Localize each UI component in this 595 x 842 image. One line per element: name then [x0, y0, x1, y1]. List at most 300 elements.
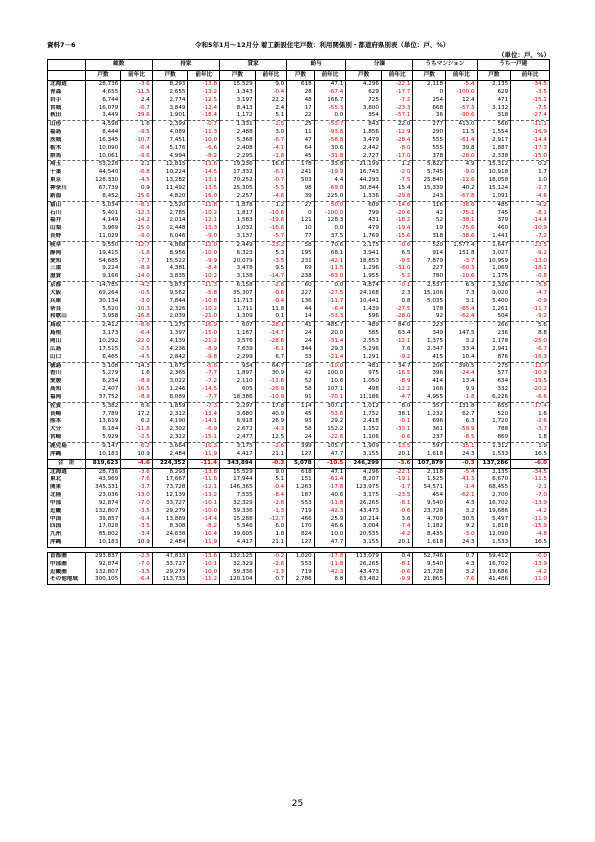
change-cell: -11.9: [511, 516, 550, 524]
prefecture-row: [48, 112, 550, 120]
change-cell: -14.6: [381, 201, 413, 209]
units-cell: 4,190: [152, 418, 188, 426]
row-label: 福岡: [48, 394, 86, 402]
change-cell: -28.0: [446, 153, 478, 161]
units-cell: 2,407: [85, 386, 121, 394]
change-cell: -6.7: [121, 105, 153, 113]
units-cell: 15,106: [413, 290, 446, 298]
units-cell: 5,034: [85, 201, 121, 209]
change-cell: -11.5: [121, 89, 153, 97]
units-cell: 1,336: [346, 193, 382, 201]
change-cell: -16.0: [188, 193, 220, 201]
change-cell: -31.4: [314, 338, 346, 346]
change-cell: 22.0: [381, 121, 413, 129]
prefecture-row: [48, 290, 550, 298]
change-cell: 30.9: [255, 370, 287, 378]
row-label: その他地域: [48, 576, 86, 584]
units-cell: 9,020: [477, 290, 511, 298]
change-cell: -75.1: [446, 210, 478, 218]
change-cell: 40.2: [446, 185, 478, 193]
units-cell: 4,709: [413, 516, 446, 524]
header-company: 給与: [287, 60, 346, 71]
units-cell: 520: [413, 241, 446, 249]
units-cell: 819,623: [85, 459, 121, 468]
row-label: 岩手: [48, 97, 86, 105]
units-cell: 238: [287, 273, 314, 281]
prefecture-row: [48, 161, 550, 169]
change-cell: -13.2: [188, 89, 220, 97]
units-cell: 3,664: [152, 442, 188, 450]
header-mansion: うちマンション: [413, 60, 477, 71]
units-cell: 21,865: [413, 576, 446, 584]
units-cell: 2,842: [152, 354, 188, 362]
units-cell: 2,484: [152, 539, 188, 547]
units-cell: 19,415: [85, 250, 121, 258]
units-cell: 15,124: [477, 185, 511, 193]
row-label: 北陸: [48, 492, 86, 500]
units-cell: 92,874: [85, 561, 121, 569]
units-cell: 4,994: [152, 153, 188, 161]
units-cell: 132,125: [220, 552, 256, 560]
units-cell: 4,874: [346, 282, 382, 290]
change-cell: -17.0: [381, 153, 413, 161]
change-cell: -57.3: [446, 105, 478, 113]
change-cell: -8.9: [121, 394, 153, 402]
units-cell: 725: [346, 97, 382, 105]
change-cell: -6.6: [188, 145, 220, 153]
units-cell: 3,969: [85, 225, 121, 233]
units-cell: 20,535: [346, 531, 382, 539]
units-cell: 4,655: [85, 89, 121, 97]
change-cell: 38.1: [381, 411, 413, 419]
units-cell: 24: [287, 434, 314, 442]
units-cell: 23,036: [85, 492, 121, 500]
change-cell: 1.6: [511, 411, 550, 419]
units-cell: 9,550: [85, 241, 121, 249]
change-cell: 47.7: [314, 451, 346, 459]
prefecture-row: [48, 153, 550, 161]
units-cell: 1,106: [346, 434, 382, 442]
units-cell: 10,183: [85, 451, 121, 459]
units-cell: 10,061: [85, 153, 121, 161]
row-label: 山形: [48, 121, 86, 129]
region-row: [48, 531, 550, 539]
change-cell: -24.4: [446, 370, 478, 378]
change-cell: 3.6: [381, 516, 413, 524]
change-cell: -3.5: [121, 523, 153, 531]
units-cell: 2,537: [413, 282, 446, 290]
units-cell: 17,667: [152, 476, 188, 484]
prefecture-row: [48, 426, 550, 434]
units-cell: 237: [413, 434, 446, 442]
change-cell: -34.5: [511, 81, 550, 89]
change-cell: 14.3: [121, 362, 153, 370]
units-cell: 116: [413, 201, 446, 209]
header-for-sale: 分譲: [346, 60, 413, 71]
change-cell: 6.5: [381, 250, 413, 258]
row-label: 鳥取: [48, 322, 86, 330]
row-label: 四国: [48, 523, 86, 531]
units-cell: 0: [287, 210, 314, 218]
units-cell: 15,529: [220, 468, 256, 476]
change-cell: 40.9: [255, 411, 287, 419]
change-cell: 84.0: [381, 322, 413, 330]
row-label: 愛知: [48, 258, 86, 266]
row-label: 東北: [48, 476, 86, 484]
change-cell: -9.5: [381, 258, 413, 266]
units-cell: 5,035: [413, 298, 446, 306]
units-cell: 634: [477, 378, 511, 386]
change-cell: 1.6: [121, 370, 153, 378]
row-label: 静岡: [48, 250, 86, 258]
change-cell: -0.4: [255, 298, 287, 306]
units-cell: 16,345: [85, 137, 121, 145]
units-cell: 69,264: [85, 290, 121, 298]
change-cell: -60.3: [446, 265, 478, 273]
header-change: 前年比: [121, 71, 153, 81]
prefecture-row: [48, 354, 550, 362]
units-cell: 9,540: [413, 561, 446, 569]
units-cell: 696: [413, 418, 446, 426]
change-cell: -22.0: [121, 338, 153, 346]
units-cell: 414: [413, 378, 446, 386]
units-cell: 6,323: [220, 250, 256, 258]
change-cell: -12.7: [255, 516, 287, 524]
units-cell: 8,413: [220, 105, 256, 113]
change-cell: -13.8: [188, 468, 220, 476]
change-cell: 2.1: [121, 161, 153, 169]
change-cell: -8.9: [188, 346, 220, 354]
change-cell: -8.1: [121, 201, 153, 209]
units-cell: 28,736: [85, 468, 121, 476]
units-cell: 1,583: [220, 217, 256, 225]
units-cell: 8,308: [152, 523, 188, 531]
units-cell: 780: [413, 273, 446, 281]
change-cell: -69.8: [314, 185, 346, 193]
row-label: 徳島: [48, 362, 86, 370]
change-cell: -7.6: [121, 476, 153, 484]
change-cell: -6.7: [255, 137, 287, 145]
change-cell: -12.0: [188, 241, 220, 249]
change-cell: -3.6: [121, 81, 153, 89]
change-cell: 1,577.4: [446, 241, 478, 249]
change-cell: -9.2: [511, 313, 550, 321]
units-cell: 3,800: [346, 105, 382, 113]
change-cell: -12.7: [511, 362, 550, 370]
change-cell: 33.4: [446, 346, 478, 354]
change-cell: -10.0: [188, 137, 220, 145]
prefecture-rows: [48, 81, 550, 460]
change-cell: 15.4: [381, 185, 413, 193]
units-cell: 47,813: [152, 552, 188, 560]
change-cell: 17.8: [255, 402, 287, 410]
units-cell: 52: [287, 378, 314, 386]
units-cell: 1,152: [346, 426, 382, 434]
units-cell: 2,700: [477, 492, 511, 500]
units-cell: 45: [287, 411, 314, 419]
units-cell: 566: [477, 121, 511, 129]
row-label: 青森: [48, 89, 86, 97]
units-cell: 4,417: [220, 451, 256, 459]
change-cell: 128.3: [314, 217, 346, 225]
units-cell: 42: [287, 370, 314, 378]
units-cell: 1,554: [477, 129, 511, 137]
header-total: 総数: [85, 60, 152, 71]
units-cell: 18,386: [220, 394, 256, 402]
units-cell: 92: [413, 313, 446, 321]
units-cell: 2,365: [152, 370, 188, 378]
units-cell: 170: [287, 523, 314, 531]
units-cell: 585: [346, 330, 382, 338]
change-cell: -27.5: [381, 306, 413, 314]
units-cell: 17: [287, 105, 314, 113]
units-cell: 64: [287, 145, 314, 153]
change-cell: -35.1: [446, 442, 478, 450]
change-cell: -6.4: [121, 576, 153, 584]
prefecture-row: [48, 241, 550, 249]
units-cell: 481: [346, 362, 382, 370]
units-cell: 9,540: [413, 500, 446, 508]
change-cell: -9.4: [121, 516, 153, 524]
row-label: 宮崎: [48, 434, 86, 442]
prefecture-row: [48, 306, 550, 314]
change-cell: -7.3: [188, 402, 220, 410]
change-cell: 11.8: [255, 306, 287, 314]
change-cell: -14.7: [255, 273, 287, 281]
change-cell: 0.7: [255, 576, 287, 584]
units-cell: 24: [287, 338, 314, 346]
units-cell: 19,236: [220, 161, 256, 169]
change-cell: -17.8: [314, 552, 346, 560]
units-cell: 2,917: [477, 137, 511, 145]
units-cell: 2,448: [152, 225, 188, 233]
change-cell: 151.8: [446, 250, 478, 258]
units-cell: 876: [477, 354, 511, 362]
units-cell: 3,479: [346, 137, 382, 145]
header-change: 前年比: [381, 71, 413, 81]
change-cell: -11.5: [314, 265, 346, 273]
change-cell: -13.0: [511, 258, 550, 266]
housing-starts-table: [47, 59, 550, 585]
units-cell: 454: [413, 492, 446, 500]
units-cell: 934: [220, 362, 256, 370]
change-cell: -100.0: [446, 89, 478, 97]
row-label: 茨城: [48, 137, 86, 145]
change-cell: -53.7: [314, 121, 346, 129]
change-cell: 4.3: [446, 561, 478, 569]
change-cell: 12.4: [446, 97, 478, 105]
change-cell: -17.7: [381, 89, 413, 97]
change-cell: -8.2: [188, 153, 220, 161]
change-cell: -2.0: [381, 169, 413, 177]
units-cell: 93: [287, 418, 314, 426]
change-cell: -15.9: [511, 523, 550, 531]
change-cell: 68.1: [314, 250, 346, 258]
prefecture-row: [48, 298, 550, 306]
prefecture-row: [48, 370, 550, 378]
prefecture-row: [48, 137, 550, 145]
units-cell: 15,529: [220, 81, 256, 89]
units-cell: 1,331: [220, 121, 256, 129]
units-cell: 6,046: [152, 233, 188, 241]
units-cell: 17,515: [85, 346, 121, 354]
units-cell: 4,296: [346, 468, 382, 476]
units-cell: 18,853: [346, 258, 382, 266]
units-cell: 127: [287, 539, 314, 547]
units-cell: 3,197: [220, 97, 256, 105]
change-cell: -12.1: [381, 338, 413, 346]
change-cell: -15.6: [121, 193, 153, 201]
change-cell: -9.0: [188, 233, 220, 241]
units-cell: 609: [346, 201, 382, 209]
units-cell: 11,713: [220, 298, 256, 306]
units-cell: 3,155: [346, 451, 382, 459]
change-cell: 9.0: [255, 468, 287, 476]
units-cell: 8,207: [346, 476, 382, 484]
prefecture-row: [48, 282, 550, 290]
row-label: 近畿: [48, 508, 86, 516]
change-cell: -4.2: [511, 201, 550, 209]
change-cell: -19.6: [255, 217, 287, 225]
change-cell: 12.5: [255, 434, 287, 442]
units-cell: 23,728: [413, 569, 446, 577]
units-cell: 166: [413, 386, 446, 394]
units-cell: 843: [346, 121, 382, 129]
row-label: 沖縄: [48, 539, 86, 547]
change-cell: 4.4: [314, 177, 346, 185]
units-cell: 1,618: [413, 451, 446, 459]
units-cell: 6,234: [85, 378, 121, 386]
change-cell: -11.3: [188, 129, 220, 137]
units-cell: 10,918: [477, 169, 511, 177]
change-cell: -9.9: [188, 258, 220, 266]
prefecture-row: [48, 442, 550, 450]
change-cell: 8.8: [511, 330, 550, 338]
change-cell: -11.8: [188, 201, 220, 209]
change-cell: 1.2: [381, 161, 413, 169]
change-cell: 105.7: [314, 442, 346, 450]
units-cell: 719: [287, 569, 314, 577]
change-cell: 10.9: [121, 451, 153, 459]
change-cell: 3.2: [446, 508, 478, 516]
row-label: 佐賀: [48, 402, 86, 410]
units-cell: 224,352: [152, 459, 188, 468]
units-cell: 19,686: [477, 508, 511, 516]
change-cell: -11.9: [188, 451, 220, 459]
units-cell: 1,263: [287, 484, 314, 492]
header-corner: [48, 60, 86, 71]
prefecture-row: [48, 145, 550, 153]
header-change: 前年比: [255, 71, 287, 81]
change-cell: -10.6: [255, 210, 287, 218]
units-cell: 4,417: [220, 539, 256, 547]
prefecture-row: [48, 105, 550, 113]
units-cell: 503: [287, 177, 314, 185]
change-cell: 30.5: [446, 516, 478, 524]
units-cell: 1,618: [413, 539, 446, 547]
change-cell: -28.0: [381, 313, 413, 321]
change-cell: -18.1: [511, 265, 550, 273]
change-cell: -7.7: [188, 370, 220, 378]
change-cell: -53.3: [314, 313, 346, 321]
units-cell: 17,028: [85, 523, 121, 531]
change-cell: -25.0: [511, 338, 550, 346]
units-cell: 54,571: [413, 484, 446, 492]
units-cell: 1,091: [477, 193, 511, 201]
units-cell: 8,452: [85, 193, 121, 201]
change-cell: 47.1: [314, 81, 346, 89]
change-cell: -2.5: [121, 434, 153, 442]
units-cell: 195: [287, 250, 314, 258]
change-cell: -6.1: [255, 346, 287, 354]
row-label: 宮城: [48, 105, 86, 113]
units-cell: 485: [477, 201, 511, 209]
change-cell: -2.6: [511, 418, 550, 426]
row-label: 福島: [48, 129, 86, 137]
units-cell: 354: [346, 112, 382, 120]
change-cell: -19.4: [381, 225, 413, 233]
row-label: 山梨: [48, 225, 86, 233]
units-cell: 1,533: [477, 451, 511, 459]
units-cell: 36: [413, 112, 446, 120]
change-cell: -2.6: [255, 442, 287, 450]
change-cell: -10.0: [314, 362, 346, 370]
header-units: 戸数: [220, 71, 256, 81]
change-cell: -13.5: [381, 442, 413, 450]
units-cell: 10,292: [85, 338, 121, 346]
units-cell: 113,733: [152, 576, 188, 584]
units-cell: 25,840: [413, 177, 446, 185]
units-cell: 128,330: [85, 177, 121, 185]
units-cell: 1,182: [413, 523, 446, 531]
prefecture-row: [48, 193, 550, 201]
prefecture-row: [48, 386, 550, 394]
change-cell: -10.4: [188, 531, 220, 539]
header-units: 戸数: [287, 71, 314, 81]
units-cell: 3,175: [346, 492, 382, 500]
units-cell: 151: [287, 476, 314, 484]
units-cell: 41,486: [477, 576, 511, 584]
header-units: 戸数: [85, 71, 121, 81]
units-cell: 206: [413, 362, 446, 370]
units-cell: 553: [287, 500, 314, 508]
change-cell: -9.0: [121, 233, 153, 241]
change-cell: -23.5: [511, 241, 550, 249]
change-cell: 166.7: [314, 97, 346, 105]
units-cell: 1,955: [346, 273, 382, 281]
units-cell: 25: [287, 121, 314, 129]
units-cell: 1,312: [477, 442, 511, 450]
units-cell: 596: [346, 313, 382, 321]
row-label: 岐阜: [48, 241, 86, 249]
units-cell: 2,727: [346, 153, 382, 161]
units-cell: 7,879: [413, 258, 446, 266]
change-cell: -14.4: [511, 137, 550, 145]
row-label: 京都: [48, 282, 86, 290]
change-cell: -3.5: [255, 258, 287, 266]
units-cell: 69: [287, 265, 314, 273]
change-cell: -9.9: [381, 576, 413, 584]
units-cell: 63,482: [346, 576, 382, 584]
units-cell: 137,286: [477, 459, 511, 468]
units-cell: 5,745: [413, 169, 446, 177]
units-cell: 37,752: [85, 394, 121, 402]
change-cell: 1.8: [511, 434, 550, 442]
change-cell: -8.9: [121, 378, 153, 386]
change-cell: -53.6: [314, 411, 346, 419]
change-cell: 9.9: [446, 386, 478, 394]
row-label: 長崎: [48, 411, 86, 419]
